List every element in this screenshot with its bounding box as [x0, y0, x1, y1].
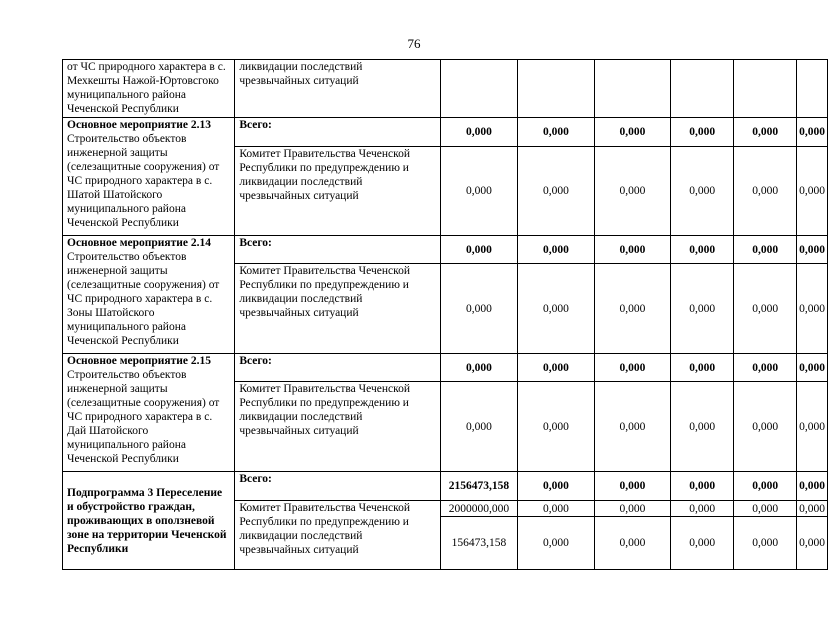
total-value: 0,000	[734, 118, 797, 147]
value-cell: 0,000	[797, 501, 828, 517]
value-cell: 0,000	[734, 382, 797, 472]
event-cell	[63, 236, 235, 354]
value-cell: 0,000	[797, 382, 828, 472]
total-value: 0,000	[518, 118, 594, 147]
value-cell	[797, 60, 828, 118]
total-value: 0,000	[440, 354, 518, 382]
value-cell: 0,000	[734, 501, 797, 517]
table-row	[63, 60, 828, 118]
value-cell: 0,000	[518, 264, 594, 354]
event-title: Основное мероприятие 2.15	[67, 355, 212, 367]
value-cell: 2000000,000	[440, 501, 518, 517]
total-value: 0,000	[594, 236, 670, 264]
executor-cell: Комитет Правительства Чеченской Республики по предупреждению и ликвидации последствий чрезвычайных ситуаций	[235, 264, 440, 354]
value-cell: 0,000	[518, 501, 594, 517]
event-text: Строительство объектов инженерной защиты (селезащитные сооружения) от ЧС природного характера в с. Дай Шатойского муниципального района Чеченской Республики	[67, 369, 220, 465]
event-cell	[63, 354, 235, 472]
value-cell: 0,000	[797, 147, 828, 236]
total-value: 0,000	[671, 354, 734, 382]
total-value: 0,000	[518, 472, 594, 501]
table-row	[63, 236, 828, 264]
total-value: 2156473,158	[440, 472, 518, 501]
table-row	[63, 354, 828, 382]
event-title: Основное мероприятие 2.14	[67, 237, 212, 249]
value-cell: 0,000	[518, 382, 594, 472]
total-value: 0,000	[797, 354, 828, 382]
budget-table	[62, 59, 828, 570]
total-value: 0,000	[594, 354, 670, 382]
value-cell: 0,000	[797, 264, 828, 354]
total-value: 0,000	[594, 472, 670, 501]
value-cell: 0,000	[440, 264, 518, 354]
total-value: 0,000	[518, 236, 594, 264]
value-cell: 0,000	[594, 382, 670, 472]
total-label: Всего:	[235, 118, 440, 147]
subprogram-title: Подпрограмма 3 Переселение и обустройство граждан, проживающих в оползневой зоне на территории Чеченской Республики	[63, 472, 235, 570]
value-cell: 0,000	[734, 517, 797, 570]
table-row	[63, 472, 828, 501]
value-cell: 0,000	[518, 147, 594, 236]
event-text: Строительство объектов инженерной защиты (селезащитные сооружения) от ЧС природного характера в с. Шатой Шатойского муниципального района Чеченской Республики	[67, 133, 220, 229]
total-label: Всего:	[235, 236, 440, 264]
value-cell: 0,000	[594, 147, 670, 236]
value-cell: 0,000	[440, 382, 518, 472]
value-cell: 0,000	[734, 147, 797, 236]
executor-cell: Комитет Правительства Чеченской Республики по предупреждению и ликвидации последствий чрезвычайных ситуаций	[235, 382, 440, 472]
total-value: 0,000	[734, 354, 797, 382]
event-text: Строительство объектов инженерной защиты (селезащитные сооружения) от ЧС природного характера в с. Зоны Шатойского муниципального района Чеченской Республики	[67, 251, 220, 347]
value-cell: 0,000	[594, 501, 670, 517]
total-value: 0,000	[440, 118, 518, 147]
total-value: 0,000	[797, 118, 828, 147]
value-cell: 0,000	[518, 517, 594, 570]
value-cell: 0,000	[440, 147, 518, 236]
value-cell: 0,000	[671, 147, 734, 236]
total-value: 0,000	[671, 118, 734, 147]
total-value: 0,000	[797, 236, 828, 264]
total-value: 0,000	[734, 236, 797, 264]
value-cell	[734, 60, 797, 118]
value-cell: 0,000	[797, 517, 828, 570]
event-title: Основное мероприятие 2.13	[67, 119, 212, 131]
executor-cell: Комитет Правительства Чеченской Республики по предупреждению и ликвидации последствий чрезвычайных ситуаций	[235, 147, 440, 236]
total-value: 0,000	[797, 472, 828, 501]
value-cell: 0,000	[671, 382, 734, 472]
total-value: 0,000	[734, 472, 797, 501]
value-cell: 0,000	[594, 517, 670, 570]
executor-cell: Комитет Правительства Чеченской Республики по предупреждению и ликвидации последствий чрезвычайных ситуаций	[235, 501, 440, 570]
total-label: Всего:	[235, 472, 440, 501]
value-cell: 0,000	[671, 264, 734, 354]
value-cell: 156473,158	[440, 517, 518, 570]
page-number: 76	[407, 36, 421, 51]
value-cell	[518, 60, 594, 118]
event-cell	[63, 118, 235, 236]
value-cell: 0,000	[671, 501, 734, 517]
event-text: от ЧС природного характера в с. Мехкешты Нажой-Юртовсгоко муниципального района Чеченской Республики	[63, 60, 235, 118]
total-value: 0,000	[518, 354, 594, 382]
value-cell: 0,000	[671, 517, 734, 570]
value-cell: 0,000	[734, 264, 797, 354]
value-cell	[594, 60, 670, 118]
total-value: 0,000	[671, 472, 734, 501]
value-cell: 0,000	[594, 264, 670, 354]
value-cell	[671, 60, 734, 118]
table-row	[63, 118, 828, 147]
total-value: 0,000	[594, 118, 670, 147]
value-cell	[440, 60, 518, 118]
total-value: 0,000	[671, 236, 734, 264]
total-value: 0,000	[440, 236, 518, 264]
total-label: Всего:	[235, 354, 440, 382]
executor-cell: ликвидации последствий чрезвычайных ситуаций	[235, 60, 440, 118]
